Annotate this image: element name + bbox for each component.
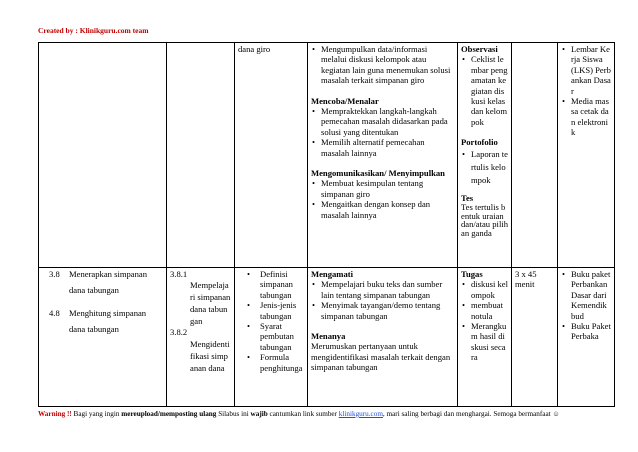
footer-text: , mari saling berbagi dan menghargai. Semoga bermanfaat ☺ [382,410,560,418]
header-credit: Created by : Klinikguru.com team [38,26,149,35]
waktu-text: 3 x 45 menit [515,269,537,290]
kd-cell [39,43,167,268]
list-item: • Mempelajari buku teks dan sumber lain tentang simpanan tabungan [311,279,454,300]
kd-item [49,269,163,298]
source-link[interactable]: klinikguru.com [338,410,383,418]
list-item: • Mempraktekkan langkah-langkah pemecahan masalah didasarkan pada solusi yang ditentukan [311,106,454,137]
list-item: • Ceklist lembar pengamatan kegiatan diskusi kelas dan kelompok [461,54,508,127]
list-item: • Menyimak tayangan/demo tentang simpanan tabungan [311,300,454,321]
section-heading: Tes [461,192,474,203]
list-item: • membuat notula [461,300,508,321]
table-row [39,43,615,268]
section-heading: Mengamati [311,269,354,279]
list-item: • Buku paket Perbankan Dasar dari Kemendikbud [561,269,611,321]
list-item: • Memilih alternatif pemecahan masalah lainnya [311,137,454,158]
section-heading: Mengomunikasikan/ Menyimpulkan [311,168,445,179]
list-item: • Merangkum hasil diskusi secara [461,321,508,363]
materi-text: dana giro [238,44,271,54]
indikator-cell [167,43,235,268]
footer-warning [38,410,560,418]
section-heading: Portofolio [461,137,498,148]
warning-label: Warning !! [38,410,72,418]
section-heading: Tugas [461,269,483,279]
indikator-number: 3.8.2 [170,327,188,338]
kegiatan-cell [308,268,458,407]
list-item: • Mengumpulkan data/informasi melalui diskusi kelompok atau kegiatan lain guna menemukan solusi masalah terkait simpanan giro [311,44,454,86]
footer-text: cantumkan link sumber [267,410,339,418]
kegiatan-cell [308,43,458,268]
sumber-cell [558,43,615,268]
kd-cell [39,268,167,407]
list-item: • Media massa cetak dan elektronik [561,96,611,138]
waktu-cell [512,43,558,268]
materi-cell [235,268,308,407]
section-heading: Mencoba/Menalar [311,95,379,106]
penilaian-cell [458,43,512,268]
kd-item [49,308,163,337]
footer-bold: mereupload/memposting ulang [121,410,217,418]
list-item: • Definisi simpanan tabungan [246,269,304,300]
tes-text: Tes tertulis bentuk uraian dan/atau pilihan ganda [461,202,509,238]
indikator-number: 3.8.1 [170,269,188,279]
list-item: • Mengaitkan dengan konsep dan masalah lainnya [311,199,454,220]
kd-number: 3.8 [49,269,60,279]
kd-text: Menghitung simpanan dana tabungan [69,308,147,334]
kd-text: Menerapkan simpanan dana tabungan [69,269,148,295]
table-row [39,268,615,407]
sumber-cell [558,268,615,407]
list-item: • Buku Paket Perbaka [561,321,611,342]
section-heading: Menanya [311,331,346,342]
footer-bold: wajib [250,410,268,418]
list-item: • Syarat pembutan tabungan [246,321,304,352]
list-item: • Lembar Kerja Siswa (LKS) Perbankan Dasar [561,44,611,96]
indikator-text: Mempelajari simpanan dana tabungan [190,280,231,327]
list-item: • Formula penghitunga [246,352,304,373]
list-item: • Laporan tertulis kelompok [461,148,508,187]
section-heading: Observasi [461,44,498,54]
indikator-text: Mengidentifikasi simpanan dana [190,338,230,373]
syllabus-table [38,42,615,407]
footer-text: Silabus ini [216,410,251,418]
footer-text: Bagi yang ingin [71,410,122,418]
menanya-text: Merumuskan pertanyaan untuk mengidentifikasi masalah terkait dengan simpanan tabungan [311,341,451,373]
list-item: • Jenis-jenis tabungan [246,300,304,321]
waktu-cell [512,268,558,407]
list-item: • diskusi kelompok [461,279,508,300]
penilaian-cell [458,268,512,407]
list-item: • Membuat kesimpulan tentang simpanan giro [311,178,454,199]
indikator-cell [167,268,235,407]
materi-cell [235,43,308,268]
kd-number: 4.8 [49,308,60,318]
